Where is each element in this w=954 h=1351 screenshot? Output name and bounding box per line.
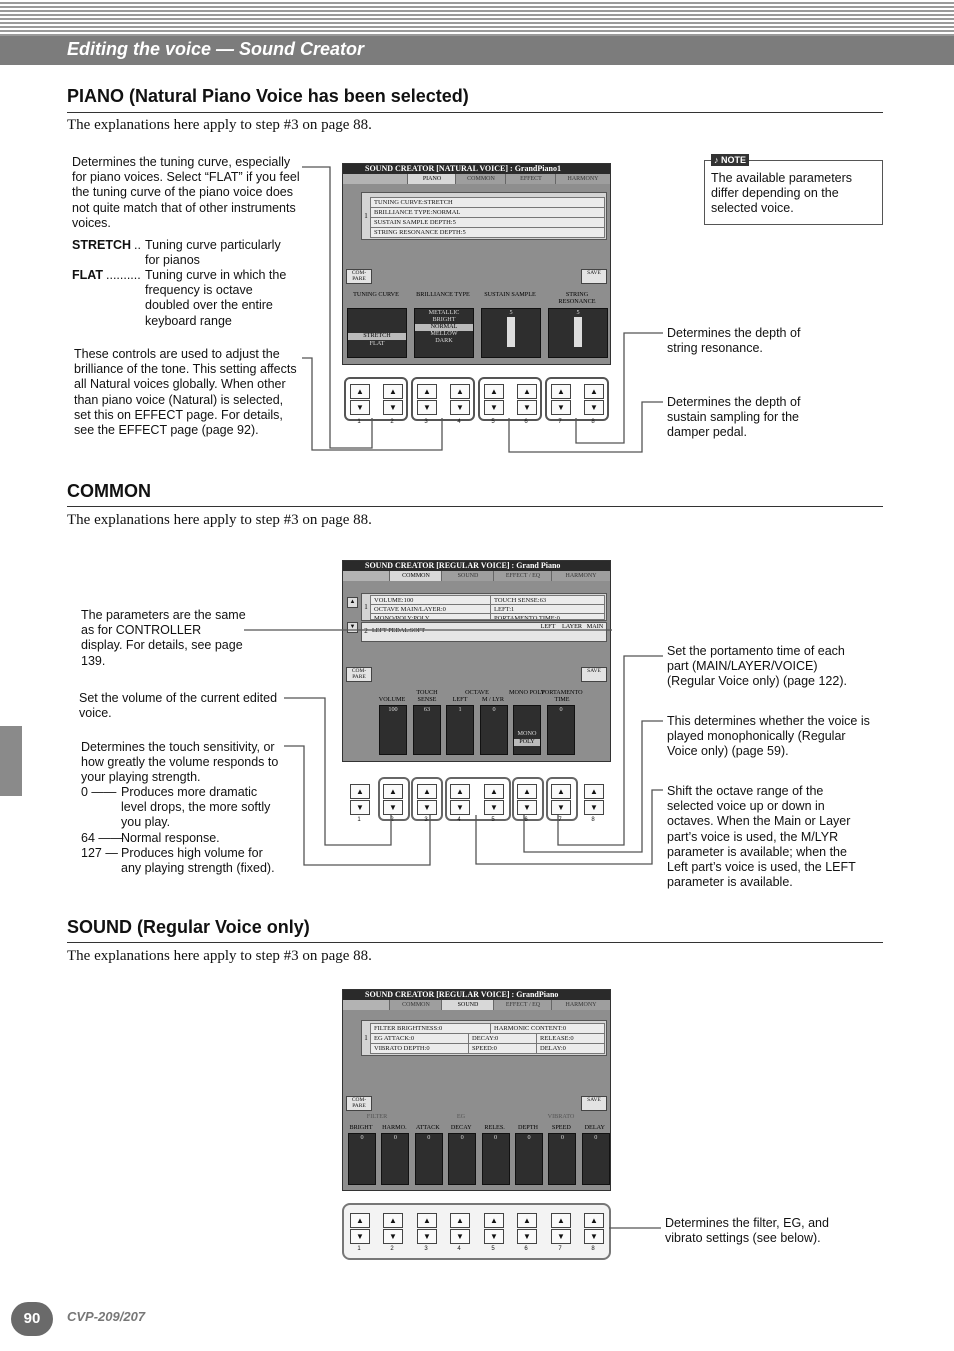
param-row[interactable]: RELEASE:0 <box>536 1033 605 1044</box>
touch-desc: Normal response. <box>121 831 220 845</box>
section-intro-piano: The explanations here apply to step #3 on page 88. <box>67 117 372 133</box>
sound-param-control[interactable] <box>548 1133 576 1185</box>
up-arrow-icon[interactable]: ▲ <box>584 784 604 799</box>
desc-filter-eg-vibrato: Determines the filter, EG, and vibrato settings (see below). <box>665 1216 829 1246</box>
tab-harmony[interactable]: HARMONY <box>551 1000 610 1010</box>
button-number: 7 <box>558 817 562 823</box>
button-number: 8 <box>591 419 595 425</box>
control-value: 0 <box>360 1134 364 1141</box>
option-mellow: MELLOW <box>430 330 458 337</box>
section-heading-common: COMMON <box>67 481 151 501</box>
button-number: 3 <box>424 817 428 823</box>
down-arrow-icon[interactable]: ▼ <box>551 1229 571 1244</box>
down-arrow-icon[interactable]: ▼ <box>551 800 571 815</box>
control-value: 5 <box>509 309 513 316</box>
up-arrow-icon[interactable]: ▲ <box>517 1213 537 1228</box>
divider <box>67 112 883 113</box>
control-value: 5 <box>576 309 580 316</box>
button-number: 4 <box>457 817 461 823</box>
option-poly: POLY <box>514 739 540 746</box>
down-arrow-icon[interactable]: ▼ <box>417 800 437 815</box>
desc-sustain-sample: Determines the depth of sustain sampling for the damper pedal. <box>667 395 801 440</box>
button-number: 2 <box>390 1246 394 1252</box>
row-index: 2 <box>364 627 368 635</box>
param-row[interactable]: TOUCH SENSE:63 <box>490 595 605 606</box>
note-label: NOTE <box>721 155 747 165</box>
tuning-curve-control[interactable] <box>347 308 407 358</box>
lcd-screen-piano <box>342 163 611 365</box>
lcd-screen-common <box>342 560 611 762</box>
up-arrow-icon[interactable]: ▲ <box>450 1213 470 1228</box>
desc-touch-sense: Determines the touch sensitivity, or how greatly the volume responds to your playing strength. <box>81 740 279 785</box>
octave-mlyr-control[interactable] <box>480 705 508 755</box>
button-number: 6 <box>524 1246 528 1252</box>
down-arrow-icon[interactable]: ▼ <box>383 400 403 415</box>
down-arrow-icon[interactable]: ▼ <box>383 1229 403 1244</box>
option-normal: NORMAL <box>415 324 473 331</box>
down-arrow-icon[interactable]: ▼ <box>350 1229 370 1244</box>
pedal-part-main[interactable]: MAIN <box>586 623 604 630</box>
touch-sense-control[interactable] <box>413 705 441 755</box>
option-stretch: STRETCH <box>348 333 406 340</box>
section-heading-sound: SOUND (Regular Voice only) <box>67 917 310 937</box>
tab-harmony[interactable]: HARMONY <box>551 571 610 581</box>
button-number: 1 <box>357 817 361 823</box>
button-number: 2 <box>390 817 394 823</box>
lcd-screen-sound <box>342 989 611 1191</box>
button-number: 8 <box>591 817 595 823</box>
up-arrow-icon[interactable]: ▲ <box>383 384 403 399</box>
control-label: DEPTH <box>518 1124 538 1131</box>
button-number: 5 <box>491 419 495 425</box>
term-flat: FLAT <box>72 268 104 282</box>
lcd-tabs <box>343 571 610 581</box>
control-value: 0 <box>460 1134 464 1141</box>
control-label: RELES. <box>484 1124 505 1131</box>
lcd-tabs <box>343 1000 610 1010</box>
pedal-part-left[interactable]: LEFT <box>540 623 556 630</box>
mono-poly-control[interactable] <box>513 705 541 755</box>
down-arrow-icon[interactable]: ▼ <box>450 1229 470 1244</box>
param-row[interactable]: HARMONIC CONTENT:0 <box>490 1023 605 1034</box>
lcd-param-panel <box>361 192 607 240</box>
lcd-title: SOUND CREATOR [REGULAR VOICE] : GrandPiano <box>343 990 610 1000</box>
down-arrow-icon[interactable]: ▼ <box>584 400 604 415</box>
up-arrow-icon[interactable]: ▲ <box>484 784 504 799</box>
param-row[interactable]: MONO/POLY:POLY <box>370 613 491 620</box>
desc-mono-poly: This determines whether the voice is played monophonically (Regular Voice only) (page 59). <box>667 714 870 759</box>
control-label: ATTACK <box>415 1124 440 1131</box>
up-arrow-icon[interactable]: ▲ <box>517 384 537 399</box>
down-arrow-icon[interactable]: ▼ <box>551 400 571 415</box>
control-label: BRIGHT <box>349 1124 373 1131</box>
tab-common[interactable]: COMMON <box>389 1000 442 1010</box>
option-bright: BRIGHT <box>432 316 456 323</box>
down-arrow-icon[interactable]: ▼ <box>517 1229 537 1244</box>
header-title: Editing the voice — Sound Creator <box>67 39 365 59</box>
header-stripes <box>0 0 954 36</box>
note-icon: ♪ NOTE <box>711 154 749 166</box>
up-arrow-icon[interactable]: ▲ <box>484 1213 504 1228</box>
option-flat: FLAT <box>369 340 385 347</box>
control-value: 0 <box>560 1134 564 1141</box>
touch-key: 0 —— <box>81 785 117 799</box>
option-metallic: METALLIC <box>428 309 460 316</box>
down-arrow-icon[interactable]: ▼ <box>417 400 437 415</box>
sound-param-control[interactable] <box>348 1133 376 1185</box>
up-arrow-icon[interactable]: ▲ <box>383 1213 403 1228</box>
control-value: 1 <box>458 706 462 713</box>
param-row[interactable]: EG ATTACK:0 <box>370 1033 469 1044</box>
desc-octave: Shift the octave range of the selected voice up or down in octaves. When the Main or Layer part’s voice is used, the M/LYR parameter is available; when the Left part’s voice is used, the LEFT parameter is available. <box>667 784 856 890</box>
up-arrow-icon[interactable]: ▲ <box>450 384 470 399</box>
param-row[interactable]: DECAY:0 <box>468 1033 537 1044</box>
compare-button[interactable]: COM-PARE <box>346 667 372 682</box>
control-label: M / LYR <box>481 696 505 703</box>
down-arrow-icon[interactable]: ▼ <box>450 400 470 415</box>
control-label: LEFT <box>452 696 468 703</box>
group-label-filter: FILTER <box>366 1113 388 1120</box>
save-button[interactable]: SAVE <box>581 269 607 284</box>
touch-key: 127 — <box>81 846 118 860</box>
desc-brilliance: These controls are used to adjust the brilliance of the tone. This setting affects all Natural voices globally. When other than piano voice (Natural) is selected, set this on EFFECT page. For details, see the EFFECT page (page 92). <box>74 347 297 438</box>
desc-portamento: Set the portamento time of each part (MAIN/LAYER/VOICE) (Regular Voice only) (page 122). <box>667 644 847 689</box>
lcd-tabs <box>343 174 610 184</box>
up-arrow-icon[interactable]: ▲ <box>347 597 358 608</box>
lcd-title: SOUND CREATOR [NATURAL VOICE] : GrandPiano1 <box>343 164 610 174</box>
desc-tuning-curve: Determines the tuning curve, especially for piano voices. Select “FLAT” if you feel the tuning curve of the piano voice does not quite match that of other instruments voices. <box>72 155 300 230</box>
section-intro-sound: The explanations here apply to step #3 on page 88. <box>67 948 372 964</box>
touch-desc: Produces more dramatic level drops, the more softly you play. <box>121 785 271 830</box>
lcd-pedal-panel <box>361 622 607 642</box>
divider <box>67 506 883 507</box>
button-number: 3 <box>424 419 428 425</box>
tab-effect-eq[interactable]: EFFECT / EQ <box>493 571 552 581</box>
def-stretch: Tuning curve particularly for pianos <box>145 238 281 268</box>
up-arrow-icon[interactable]: ▲ <box>551 1213 571 1228</box>
button-number: 3 <box>424 1246 428 1252</box>
up-arrow-icon[interactable]: ▲ <box>584 384 604 399</box>
button-number: 7 <box>558 419 562 425</box>
up-arrow-icon[interactable]: ▲ <box>450 784 470 799</box>
param-row[interactable]: OCTAVE MAIN/LAYER:0 <box>370 604 491 615</box>
sound-param-control[interactable] <box>415 1133 443 1185</box>
up-arrow-icon[interactable]: ▲ <box>551 784 571 799</box>
octave-label: OCTAVE <box>465 689 489 696</box>
note-box <box>704 155 883 225</box>
up-arrow-icon[interactable]: ▲ <box>350 1213 370 1228</box>
down-arrow-icon[interactable]: ▼ <box>484 800 504 815</box>
side-tab <box>0 726 22 796</box>
control-value: 63 <box>423 706 431 713</box>
tab-effect[interactable]: EFFECT <box>505 174 556 184</box>
down-arrow-icon[interactable]: ▼ <box>484 400 504 415</box>
tab-sound[interactable]: SOUND <box>441 1000 494 1010</box>
save-button[interactable]: SAVE <box>581 1096 607 1111</box>
tab-sound[interactable]: SOUND <box>441 571 494 581</box>
string-resonance-control[interactable] <box>548 308 608 358</box>
section-heading-piano: PIANO (Natural Piano Voice has been selected) <box>67 86 469 106</box>
up-arrow-icon[interactable]: ▲ <box>417 784 437 799</box>
button-row-piano <box>342 377 609 429</box>
tab-harmony[interactable]: HARMONY <box>555 174 610 184</box>
control-value: 0 <box>594 1134 598 1141</box>
volume-control[interactable] <box>379 705 407 755</box>
sound-param-control[interactable] <box>515 1133 543 1185</box>
down-arrow-icon[interactable]: ▼ <box>584 800 604 815</box>
lcd-param-panel <box>361 1020 607 1056</box>
button-number: 1 <box>357 419 361 425</box>
control-value: 0 <box>494 1134 498 1141</box>
row-index: 1 <box>364 1034 368 1042</box>
tab-effect-eq[interactable]: EFFECT / EQ <box>493 1000 552 1010</box>
lcd-param-panel <box>361 593 607 621</box>
button-number: 4 <box>457 419 461 425</box>
compare-button[interactable]: COM-PARE <box>346 269 372 284</box>
down-arrow-icon[interactable]: ▼ <box>584 1229 604 1244</box>
control-label: SPEED <box>551 1124 571 1131</box>
param-row[interactable]: PORTAMENTO TIME:0 <box>490 613 605 620</box>
down-arrow-icon[interactable]: ▼ <box>517 800 537 815</box>
control-label: SUSTAIN SAMPLE <box>484 291 536 298</box>
param-row[interactable]: TUNING CURVE:STRETCH <box>370 197 605 208</box>
def-flat: Tuning curve in which the frequency is octave doubled over the entire keyboard range <box>145 268 287 328</box>
lcd-title: SOUND CREATOR [REGULAR VOICE] : Grand Piano <box>343 561 610 571</box>
button-number: 5 <box>491 817 495 823</box>
save-button[interactable]: SAVE <box>581 667 607 682</box>
param-row[interactable]: VOLUME:100 <box>370 595 491 606</box>
control-value: 0 <box>492 706 496 713</box>
button-number: 5 <box>491 1246 495 1252</box>
option-mono: MONO <box>517 730 537 737</box>
sound-param-control[interactable] <box>582 1133 610 1185</box>
sustain-sample-control[interactable] <box>481 308 541 358</box>
control-label: STRING RESONANCE <box>558 291 596 305</box>
row-index: 1 <box>364 212 368 220</box>
group-label-eg: EG <box>456 1113 466 1120</box>
button-number: 6 <box>524 419 528 425</box>
tab-piano[interactable]: PIANO <box>407 174 456 184</box>
up-arrow-icon[interactable]: ▲ <box>417 384 437 399</box>
tab-common[interactable]: COMMON <box>389 571 442 581</box>
sound-param-control[interactable] <box>381 1133 409 1185</box>
button-number: 1 <box>357 1246 361 1252</box>
param-row[interactable]: VIBRATO DEPTH:0 <box>370 1043 469 1054</box>
header-bar <box>0 36 954 65</box>
sound-param-control[interactable] <box>448 1133 476 1185</box>
octave-left-control[interactable] <box>446 705 474 755</box>
slider-bar <box>574 317 582 347</box>
button-row-common <box>342 777 609 829</box>
param-row[interactable]: DELAY:0 <box>536 1043 605 1054</box>
param-row[interactable]: LEFT:1 <box>490 604 605 615</box>
param-row[interactable]: FILTER BRIGHTNESS:0 <box>370 1023 491 1034</box>
touch-desc: Produces high volume for any playing strength (fixed). <box>121 846 275 876</box>
model-name: CVP-209/207 <box>67 1309 146 1324</box>
down-arrow-icon[interactable]: ▼ <box>350 400 370 415</box>
group-label-vibrato: VIBRATO <box>547 1113 575 1120</box>
slider-bar <box>507 317 515 347</box>
touch-key: 64 —— <box>81 831 124 845</box>
option-dark: DARK <box>435 337 453 344</box>
compare-button[interactable]: COM-PARE <box>346 1096 372 1111</box>
param-row[interactable]: SUSTAIN SAMPLE DEPTH:5 <box>370 217 605 228</box>
down-arrow-icon[interactable]: ▼ <box>417 1229 437 1244</box>
control-label: HARMO. <box>382 1124 407 1131</box>
param-row[interactable]: BRILLIANCE TYPE:NORMAL <box>370 207 605 218</box>
term-stretch: STRETCH <box>72 238 132 252</box>
divider <box>67 942 883 943</box>
control-value: 100 <box>388 706 398 713</box>
control-label: MONO POLY <box>509 689 545 696</box>
button-number: 2 <box>390 419 394 425</box>
section-intro-common: The explanations here apply to step #3 on page 88. <box>67 512 372 528</box>
down-arrow-icon[interactable]: ▼ <box>347 622 358 633</box>
up-arrow-icon[interactable]: ▲ <box>551 384 571 399</box>
up-arrow-icon[interactable]: ▲ <box>383 784 403 799</box>
up-arrow-icon[interactable]: ▲ <box>517 784 537 799</box>
brilliance-type-control[interactable] <box>414 308 474 358</box>
control-label: VOLUME <box>378 696 406 703</box>
button-row-sound <box>342 1206 609 1258</box>
button-number: 7 <box>558 1246 562 1252</box>
desc-controller-params: The parameters are the same as for CONTROLLER display. For details, see page 139. <box>81 608 246 668</box>
control-label: PORTAMENTO TIME <box>541 689 583 703</box>
param-row[interactable]: STRING RESONANCE DEPTH:5 <box>370 227 605 238</box>
term-dots: .. <box>134 238 141 252</box>
button-number: 8 <box>591 1246 595 1252</box>
down-arrow-icon[interactable]: ▼ <box>450 800 470 815</box>
control-label: DECAY <box>450 1124 472 1131</box>
term-dots: .......... <box>106 268 141 282</box>
control-value: 0 <box>527 1134 531 1141</box>
control-label: TOUCH SENSE <box>416 689 438 703</box>
control-label: BRILLIANCE TYPE <box>416 291 470 298</box>
control-value: 0 <box>393 1134 397 1141</box>
pedal-row[interactable]: LEFT PEDAL:SOFT <box>372 627 426 634</box>
up-arrow-icon[interactable]: ▲ <box>584 1213 604 1228</box>
down-arrow-icon[interactable]: ▼ <box>517 400 537 415</box>
button-number: 6 <box>524 817 528 823</box>
control-value: 0 <box>559 706 563 713</box>
pedal-part-layer[interactable]: LAYER <box>561 623 583 630</box>
note-text: The available parameters differ depending on the selected voice. <box>711 171 853 216</box>
down-arrow-icon[interactable]: ▼ <box>484 1229 504 1244</box>
up-arrow-icon[interactable]: ▲ <box>350 384 370 399</box>
page-number: 90 <box>11 1302 53 1336</box>
control-value: 0 <box>427 1134 431 1141</box>
desc-string-resonance: Determines the depth of string resonance. <box>667 326 801 356</box>
button-number: 4 <box>457 1246 461 1252</box>
down-arrow-icon[interactable]: ▼ <box>350 800 370 815</box>
sound-param-control[interactable] <box>482 1133 510 1185</box>
up-arrow-icon[interactable]: ▲ <box>417 1213 437 1228</box>
desc-volume: Set the volume of the current edited voice. <box>79 691 278 721</box>
tab-common[interactable]: COMMON <box>455 174 506 184</box>
up-arrow-icon[interactable]: ▲ <box>484 384 504 399</box>
control-label: TUNING CURVE <box>353 291 399 298</box>
row-index: 1 <box>364 603 368 611</box>
up-arrow-icon[interactable]: ▲ <box>350 784 370 799</box>
portamento-time-control[interactable] <box>547 705 575 755</box>
param-row[interactable]: SPEED:0 <box>468 1043 537 1054</box>
down-arrow-icon[interactable]: ▼ <box>383 800 403 815</box>
control-label: DELAY <box>584 1124 605 1131</box>
